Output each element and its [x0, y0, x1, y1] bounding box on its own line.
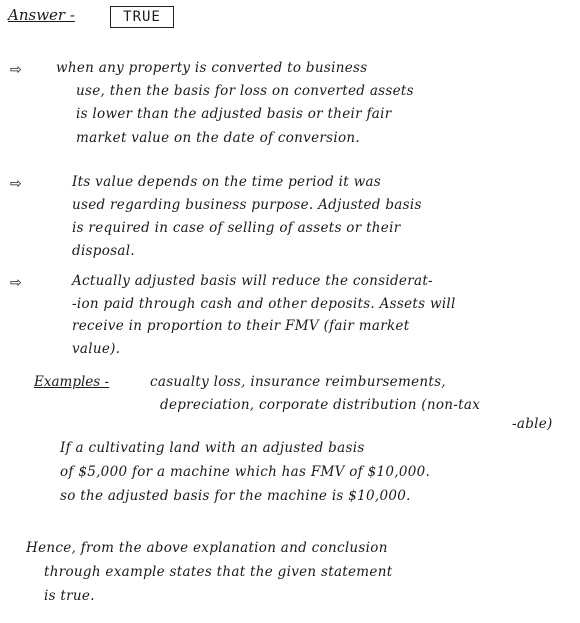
bullet-1-line-1: when any property is converted to business [56, 60, 368, 76]
arrow-icon: ⇨ [10, 176, 22, 192]
bullet-3-line-2: -ion paid through cash and other deposits. Assets will [72, 296, 456, 312]
conclusion-line-3: is true. [44, 588, 95, 604]
bullet-1-line-4: market value on the date of conversion. [76, 130, 360, 146]
example-detail-line-1: If a cultivating land with an adjusted basis [60, 440, 365, 456]
examples-line-3: -able) [512, 416, 553, 432]
bullet-1-line-3: is lower than the adjusted basis or their fair [76, 106, 392, 122]
conclusion-line-2: through example states that the given statement [44, 564, 393, 580]
arrow-icon: ⇨ [10, 62, 22, 78]
arrow-icon: ⇨ [10, 275, 22, 291]
examples-line-2: depreciation, corporate distribution (non-tax [160, 397, 481, 413]
bullet-2-line-1: Its value depends on the time period it was [72, 174, 382, 190]
example-detail-line-3: so the adjusted basis for the machine is $10,000. [60, 488, 411, 504]
bullet-2-line-2: used regarding business purpose. Adjusted basis [72, 197, 422, 213]
bullet-3-line-4: value). [72, 341, 121, 357]
conclusion-line-1: Hence, from the above explanation and conclusion [26, 540, 388, 556]
bullet-2-line-4: disposal. [72, 243, 135, 259]
example-detail-line-2: of $5,000 for a machine which has FMV of $10,000. [60, 464, 431, 480]
examples-label: Examples - [34, 374, 110, 390]
bullet-1-line-2: use, then the basis for loss on converted assets [76, 83, 414, 99]
answer-label: Answer - [8, 6, 75, 24]
examples-line-1: casualty loss, insurance reimbursements, [150, 374, 446, 390]
answer-value-box: TRUE [110, 6, 174, 28]
bullet-2-line-3: is required in case of selling of assets or their [72, 220, 401, 236]
bullet-3-line-1: Actually adjusted basis will reduce the considerat- [72, 273, 433, 289]
bullet-3-line-3: receive in proportion to their FMV (fair market [72, 318, 410, 334]
